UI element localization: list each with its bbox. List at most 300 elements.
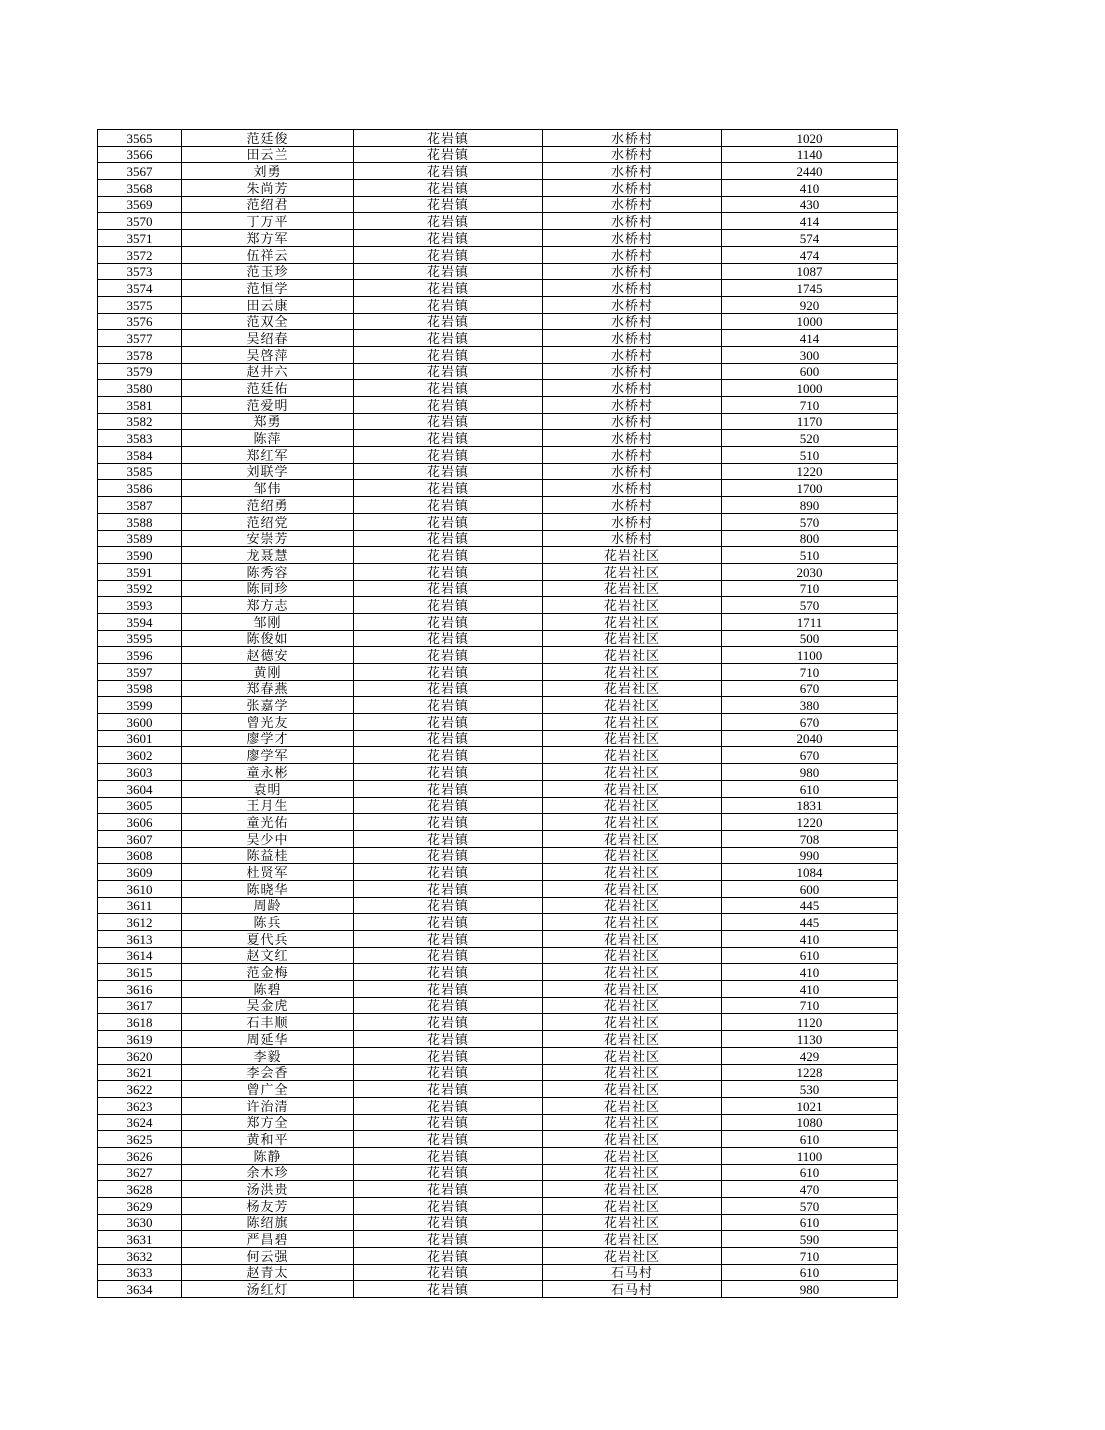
village-cell: 水桥村 bbox=[543, 196, 722, 213]
table-row bbox=[98, 597, 898, 614]
amount-cell: 980 bbox=[722, 1281, 898, 1298]
town-cell: 花岩镇 bbox=[354, 263, 543, 280]
name-cell: 陈绍旗 bbox=[182, 1214, 354, 1231]
town-cell: 花岩镇 bbox=[354, 1214, 543, 1231]
amount-cell: 2040 bbox=[722, 730, 898, 747]
village-cell: 花岩社区 bbox=[543, 1181, 722, 1198]
name-cell: 严昌碧 bbox=[182, 1231, 354, 1248]
table-row bbox=[98, 447, 898, 464]
village-cell: 花岩社区 bbox=[543, 647, 722, 664]
table-row bbox=[98, 1064, 898, 1081]
amount-cell: 570 bbox=[722, 597, 898, 614]
amount-cell: 1220 bbox=[722, 814, 898, 831]
town-cell: 花岩镇 bbox=[354, 296, 543, 313]
town-cell: 花岩镇 bbox=[354, 647, 543, 664]
amount-cell: 570 bbox=[722, 1198, 898, 1215]
table-row bbox=[98, 847, 898, 864]
table-row bbox=[98, 1147, 898, 1164]
town-cell: 花岩镇 bbox=[354, 847, 543, 864]
name-cell: 曾广全 bbox=[182, 1081, 354, 1098]
town-cell: 花岩镇 bbox=[354, 1248, 543, 1265]
village-cell: 花岩社区 bbox=[543, 697, 722, 714]
name-cell: 杨友芳 bbox=[182, 1198, 354, 1215]
amount-cell: 1170 bbox=[722, 413, 898, 430]
name-cell: 吴少中 bbox=[182, 830, 354, 847]
row-number-cell: 3572 bbox=[98, 246, 182, 263]
town-cell: 花岩镇 bbox=[354, 814, 543, 831]
name-cell: 陈萍 bbox=[182, 430, 354, 447]
row-number-cell: 3609 bbox=[98, 864, 182, 881]
name-cell: 汤洪贵 bbox=[182, 1181, 354, 1198]
village-cell: 花岩社区 bbox=[543, 880, 722, 897]
amount-cell: 1100 bbox=[722, 1147, 898, 1164]
row-number-cell: 3613 bbox=[98, 931, 182, 948]
town-cell: 花岩镇 bbox=[354, 213, 543, 230]
row-number-cell: 3595 bbox=[98, 630, 182, 647]
row-number-cell: 3607 bbox=[98, 830, 182, 847]
name-cell: 黄和平 bbox=[182, 1131, 354, 1148]
table-row bbox=[98, 263, 898, 280]
row-number-cell: 3578 bbox=[98, 346, 182, 363]
table-row bbox=[98, 664, 898, 681]
row-number-cell: 3606 bbox=[98, 814, 182, 831]
town-cell: 花岩镇 bbox=[354, 1231, 543, 1248]
table-row bbox=[98, 630, 898, 647]
town-cell: 花岩镇 bbox=[354, 1081, 543, 1098]
name-cell: 陈碧 bbox=[182, 981, 354, 998]
table-row bbox=[98, 981, 898, 998]
table-row bbox=[98, 714, 898, 731]
amount-cell: 570 bbox=[722, 513, 898, 530]
town-cell: 花岩镇 bbox=[354, 1014, 543, 1031]
name-cell: 周龄 bbox=[182, 897, 354, 914]
village-cell: 花岩社区 bbox=[543, 563, 722, 580]
row-number-cell: 3604 bbox=[98, 780, 182, 797]
amount-cell: 610 bbox=[722, 1264, 898, 1281]
town-cell: 花岩镇 bbox=[354, 530, 543, 547]
row-number-cell: 3626 bbox=[98, 1147, 182, 1164]
table-row bbox=[98, 563, 898, 580]
village-cell: 花岩社区 bbox=[543, 1014, 722, 1031]
amount-cell: 414 bbox=[722, 213, 898, 230]
table-row bbox=[98, 764, 898, 781]
table-row bbox=[98, 1081, 898, 1098]
town-cell: 花岩镇 bbox=[354, 764, 543, 781]
town-cell: 花岩镇 bbox=[354, 513, 543, 530]
table-row bbox=[98, 814, 898, 831]
name-cell: 范绍君 bbox=[182, 196, 354, 213]
village-cell: 水桥村 bbox=[543, 513, 722, 530]
row-number-cell: 3596 bbox=[98, 647, 182, 664]
row-number-cell: 3633 bbox=[98, 1264, 182, 1281]
name-cell: 夏代兵 bbox=[182, 931, 354, 948]
table-row bbox=[98, 680, 898, 697]
village-cell: 花岩社区 bbox=[543, 1147, 722, 1164]
town-cell: 花岩镇 bbox=[354, 797, 543, 814]
amount-cell: 1831 bbox=[722, 797, 898, 814]
name-cell: 童永彬 bbox=[182, 764, 354, 781]
amount-cell: 1087 bbox=[722, 263, 898, 280]
table-row bbox=[98, 413, 898, 430]
name-cell: 童光佑 bbox=[182, 814, 354, 831]
village-cell: 花岩社区 bbox=[543, 931, 722, 948]
village-cell: 花岩社区 bbox=[543, 730, 722, 747]
village-cell: 花岩社区 bbox=[543, 797, 722, 814]
town-cell: 花岩镇 bbox=[354, 880, 543, 897]
amount-cell: 600 bbox=[722, 880, 898, 897]
row-number-cell: 3601 bbox=[98, 730, 182, 747]
amount-cell: 1000 bbox=[722, 313, 898, 330]
name-cell: 郑勇 bbox=[182, 413, 354, 430]
amount-cell: 410 bbox=[722, 981, 898, 998]
name-cell: 陈兵 bbox=[182, 914, 354, 931]
town-cell: 花岩镇 bbox=[354, 497, 543, 514]
name-cell: 范绍党 bbox=[182, 513, 354, 530]
village-cell: 石马村 bbox=[543, 1281, 722, 1298]
town-cell: 花岩镇 bbox=[354, 413, 543, 430]
row-number-cell: 3583 bbox=[98, 430, 182, 447]
table-row bbox=[98, 897, 898, 914]
row-number-cell: 3577 bbox=[98, 330, 182, 347]
name-cell: 范双全 bbox=[182, 313, 354, 330]
table-row bbox=[98, 647, 898, 664]
row-number-cell: 3612 bbox=[98, 914, 182, 931]
name-cell: 李毅 bbox=[182, 1047, 354, 1064]
name-cell: 吴金虎 bbox=[182, 997, 354, 1014]
village-cell: 水桥村 bbox=[543, 246, 722, 263]
amount-cell: 520 bbox=[722, 430, 898, 447]
town-cell: 花岩镇 bbox=[354, 680, 543, 697]
village-cell: 水桥村 bbox=[543, 313, 722, 330]
town-cell: 花岩镇 bbox=[354, 313, 543, 330]
row-number-cell: 3615 bbox=[98, 964, 182, 981]
row-number-cell: 3570 bbox=[98, 213, 182, 230]
name-cell: 何云强 bbox=[182, 1248, 354, 1265]
row-number-cell: 3587 bbox=[98, 497, 182, 514]
village-cell: 水桥村 bbox=[543, 430, 722, 447]
amount-cell: 445 bbox=[722, 914, 898, 931]
amount-cell: 670 bbox=[722, 714, 898, 731]
table-row bbox=[98, 864, 898, 881]
table-row bbox=[98, 1181, 898, 1198]
amount-cell: 710 bbox=[722, 997, 898, 1014]
table-row bbox=[98, 397, 898, 414]
table-row bbox=[98, 1114, 898, 1131]
row-number-cell: 3568 bbox=[98, 180, 182, 197]
amount-cell: 530 bbox=[722, 1081, 898, 1098]
town-cell: 花岩镇 bbox=[354, 1198, 543, 1215]
name-cell: 丁万平 bbox=[182, 213, 354, 230]
row-number-cell: 3582 bbox=[98, 413, 182, 430]
name-cell: 石丰顺 bbox=[182, 1014, 354, 1031]
table-row bbox=[98, 146, 898, 163]
table-row bbox=[98, 380, 898, 397]
table-row bbox=[98, 613, 898, 630]
town-cell: 花岩镇 bbox=[354, 230, 543, 247]
table-row bbox=[98, 797, 898, 814]
row-number-cell: 3576 bbox=[98, 313, 182, 330]
amount-cell: 708 bbox=[722, 830, 898, 847]
row-number-cell: 3575 bbox=[98, 296, 182, 313]
table-row bbox=[98, 1164, 898, 1181]
name-cell: 范绍勇 bbox=[182, 497, 354, 514]
name-cell: 范恒学 bbox=[182, 280, 354, 297]
village-cell: 水桥村 bbox=[543, 263, 722, 280]
row-number-cell: 3617 bbox=[98, 997, 182, 1014]
amount-cell: 1120 bbox=[722, 1014, 898, 1031]
name-cell: 黄刚 bbox=[182, 664, 354, 681]
row-number-cell: 3567 bbox=[98, 163, 182, 180]
amount-cell: 410 bbox=[722, 180, 898, 197]
town-cell: 花岩镇 bbox=[354, 463, 543, 480]
town-cell: 花岩镇 bbox=[354, 1264, 543, 1281]
row-number-cell: 3569 bbox=[98, 196, 182, 213]
village-cell: 花岩社区 bbox=[543, 1081, 722, 1098]
town-cell: 花岩镇 bbox=[354, 246, 543, 263]
table-row bbox=[98, 1031, 898, 1048]
table-row bbox=[98, 246, 898, 263]
table-row bbox=[98, 280, 898, 297]
row-number-cell: 3579 bbox=[98, 363, 182, 380]
village-cell: 花岩社区 bbox=[543, 981, 722, 998]
town-cell: 花岩镇 bbox=[354, 363, 543, 380]
village-cell: 水桥村 bbox=[543, 180, 722, 197]
village-cell: 花岩社区 bbox=[543, 997, 722, 1014]
row-number-cell: 3597 bbox=[98, 664, 182, 681]
row-number-cell: 3625 bbox=[98, 1131, 182, 1148]
village-cell: 水桥村 bbox=[543, 380, 722, 397]
village-cell: 花岩社区 bbox=[543, 1064, 722, 1081]
village-cell: 花岩社区 bbox=[543, 1164, 722, 1181]
name-cell: 陈同珍 bbox=[182, 580, 354, 597]
village-cell: 水桥村 bbox=[543, 497, 722, 514]
table-row bbox=[98, 230, 898, 247]
village-cell: 花岩社区 bbox=[543, 764, 722, 781]
name-cell: 范廷佑 bbox=[182, 380, 354, 397]
town-cell: 花岩镇 bbox=[354, 830, 543, 847]
name-cell: 郑春燕 bbox=[182, 680, 354, 697]
village-cell: 水桥村 bbox=[543, 230, 722, 247]
town-cell: 花岩镇 bbox=[354, 196, 543, 213]
name-cell: 陈晓华 bbox=[182, 880, 354, 897]
amount-cell: 1140 bbox=[722, 146, 898, 163]
row-number-cell: 3610 bbox=[98, 880, 182, 897]
name-cell: 余木珍 bbox=[182, 1164, 354, 1181]
table-row bbox=[98, 1264, 898, 1281]
amount-cell: 1711 bbox=[722, 613, 898, 630]
table-row bbox=[98, 130, 898, 147]
row-number-cell: 3588 bbox=[98, 513, 182, 530]
village-cell: 花岩社区 bbox=[543, 630, 722, 647]
row-number-cell: 3624 bbox=[98, 1114, 182, 1131]
row-number-cell: 3571 bbox=[98, 230, 182, 247]
town-cell: 花岩镇 bbox=[354, 380, 543, 397]
row-number-cell: 3600 bbox=[98, 714, 182, 731]
village-cell: 花岩社区 bbox=[543, 1097, 722, 1114]
name-cell: 郑方军 bbox=[182, 230, 354, 247]
name-cell: 杜贤军 bbox=[182, 864, 354, 881]
town-cell: 花岩镇 bbox=[354, 180, 543, 197]
amount-cell: 710 bbox=[722, 1248, 898, 1265]
table-row bbox=[98, 163, 898, 180]
town-cell: 花岩镇 bbox=[354, 1147, 543, 1164]
village-cell: 石马村 bbox=[543, 1264, 722, 1281]
row-number-cell: 3589 bbox=[98, 530, 182, 547]
town-cell: 花岩镇 bbox=[354, 580, 543, 597]
village-cell: 水桥村 bbox=[543, 480, 722, 497]
village-cell: 水桥村 bbox=[543, 530, 722, 547]
amount-cell: 1100 bbox=[722, 647, 898, 664]
table-row bbox=[98, 513, 898, 530]
town-cell: 花岩镇 bbox=[354, 563, 543, 580]
row-number-cell: 3631 bbox=[98, 1231, 182, 1248]
village-cell: 水桥村 bbox=[543, 130, 722, 147]
row-number-cell: 3602 bbox=[98, 747, 182, 764]
row-number-cell: 3566 bbox=[98, 146, 182, 163]
name-cell: 安崇芳 bbox=[182, 530, 354, 547]
row-number-cell: 3585 bbox=[98, 463, 182, 480]
amount-cell: 710 bbox=[722, 664, 898, 681]
village-cell: 花岩社区 bbox=[543, 1214, 722, 1231]
table-row bbox=[98, 880, 898, 897]
row-number-cell: 3590 bbox=[98, 547, 182, 564]
village-cell: 水桥村 bbox=[543, 346, 722, 363]
amount-cell: 920 bbox=[722, 296, 898, 313]
name-cell: 廖学才 bbox=[182, 730, 354, 747]
amount-cell: 890 bbox=[722, 497, 898, 514]
town-cell: 花岩镇 bbox=[354, 897, 543, 914]
name-cell: 刘联学 bbox=[182, 463, 354, 480]
town-cell: 花岩镇 bbox=[354, 397, 543, 414]
village-cell: 水桥村 bbox=[543, 213, 722, 230]
amount-cell: 670 bbox=[722, 747, 898, 764]
row-number-cell: 3574 bbox=[98, 280, 182, 297]
town-cell: 花岩镇 bbox=[354, 130, 543, 147]
table-row bbox=[98, 296, 898, 313]
name-cell: 伍祥云 bbox=[182, 246, 354, 263]
table-row bbox=[98, 1131, 898, 1148]
row-number-cell: 3591 bbox=[98, 563, 182, 580]
row-number-cell: 3628 bbox=[98, 1181, 182, 1198]
amount-cell: 1080 bbox=[722, 1114, 898, 1131]
name-cell: 龙聂慧 bbox=[182, 547, 354, 564]
town-cell: 花岩镇 bbox=[354, 430, 543, 447]
village-cell: 水桥村 bbox=[543, 447, 722, 464]
table-row bbox=[98, 780, 898, 797]
name-cell: 郑方全 bbox=[182, 1114, 354, 1131]
row-number-cell: 3616 bbox=[98, 981, 182, 998]
table-row bbox=[98, 363, 898, 380]
town-cell: 花岩镇 bbox=[354, 597, 543, 614]
name-cell: 王月生 bbox=[182, 797, 354, 814]
amount-cell: 670 bbox=[722, 680, 898, 697]
row-number-cell: 3630 bbox=[98, 1214, 182, 1231]
name-cell: 赵德安 bbox=[182, 647, 354, 664]
amount-cell: 600 bbox=[722, 363, 898, 380]
table-row bbox=[98, 430, 898, 447]
row-number-cell: 3599 bbox=[98, 697, 182, 714]
town-cell: 花岩镇 bbox=[354, 1281, 543, 1298]
town-cell: 花岩镇 bbox=[354, 1114, 543, 1131]
name-cell: 田云兰 bbox=[182, 146, 354, 163]
town-cell: 花岩镇 bbox=[354, 1031, 543, 1048]
town-cell: 花岩镇 bbox=[354, 780, 543, 797]
row-number-cell: 3598 bbox=[98, 680, 182, 697]
amount-cell: 300 bbox=[722, 346, 898, 363]
village-cell: 花岩社区 bbox=[543, 897, 722, 914]
town-cell: 花岩镇 bbox=[354, 997, 543, 1014]
name-cell: 陈益桂 bbox=[182, 847, 354, 864]
table-row bbox=[98, 947, 898, 964]
amount-cell: 980 bbox=[722, 764, 898, 781]
name-cell: 周延华 bbox=[182, 1031, 354, 1048]
village-cell: 花岩社区 bbox=[543, 1047, 722, 1064]
row-number-cell: 3621 bbox=[98, 1064, 182, 1081]
table-row bbox=[98, 1281, 898, 1298]
name-cell: 范金梅 bbox=[182, 964, 354, 981]
name-cell: 郑红军 bbox=[182, 447, 354, 464]
amount-cell: 1228 bbox=[722, 1064, 898, 1081]
town-cell: 花岩镇 bbox=[354, 1181, 543, 1198]
name-cell: 汤红灯 bbox=[182, 1281, 354, 1298]
table-row bbox=[98, 547, 898, 564]
amount-cell: 1000 bbox=[722, 380, 898, 397]
row-number-cell: 3629 bbox=[98, 1198, 182, 1215]
village-cell: 水桥村 bbox=[543, 330, 722, 347]
town-cell: 花岩镇 bbox=[354, 330, 543, 347]
town-cell: 花岩镇 bbox=[354, 947, 543, 964]
town-cell: 花岩镇 bbox=[354, 1097, 543, 1114]
name-cell: 范爱明 bbox=[182, 397, 354, 414]
name-cell: 吴啓萍 bbox=[182, 346, 354, 363]
row-number-cell: 3614 bbox=[98, 947, 182, 964]
name-cell: 邹伟 bbox=[182, 480, 354, 497]
table-row bbox=[98, 830, 898, 847]
amount-cell: 610 bbox=[722, 947, 898, 964]
village-cell: 花岩社区 bbox=[543, 1131, 722, 1148]
village-cell: 花岩社区 bbox=[543, 1031, 722, 1048]
row-number-cell: 3580 bbox=[98, 380, 182, 397]
row-number-cell: 3620 bbox=[98, 1047, 182, 1064]
amount-cell: 2440 bbox=[722, 163, 898, 180]
amount-cell: 610 bbox=[722, 1164, 898, 1181]
table-row bbox=[98, 697, 898, 714]
table-row bbox=[98, 313, 898, 330]
row-number-cell: 3603 bbox=[98, 764, 182, 781]
village-cell: 花岩社区 bbox=[543, 1198, 722, 1215]
name-cell: 赵文红 bbox=[182, 947, 354, 964]
town-cell: 花岩镇 bbox=[354, 480, 543, 497]
amount-cell: 1745 bbox=[722, 280, 898, 297]
name-cell: 张嘉学 bbox=[182, 697, 354, 714]
village-cell: 花岩社区 bbox=[543, 613, 722, 630]
amount-cell: 1130 bbox=[722, 1031, 898, 1048]
town-cell: 花岩镇 bbox=[354, 931, 543, 948]
town-cell: 花岩镇 bbox=[354, 1131, 543, 1148]
amount-cell: 410 bbox=[722, 931, 898, 948]
name-cell: 范玉珍 bbox=[182, 263, 354, 280]
name-cell: 田云康 bbox=[182, 296, 354, 313]
table-row bbox=[98, 747, 898, 764]
table-row bbox=[98, 1214, 898, 1231]
row-number-cell: 3611 bbox=[98, 897, 182, 914]
amount-cell: 610 bbox=[722, 780, 898, 797]
name-cell: 曾光友 bbox=[182, 714, 354, 731]
row-number-cell: 3627 bbox=[98, 1164, 182, 1181]
row-number-cell: 3594 bbox=[98, 613, 182, 630]
table-row bbox=[98, 480, 898, 497]
name-cell: 陈静 bbox=[182, 1147, 354, 1164]
